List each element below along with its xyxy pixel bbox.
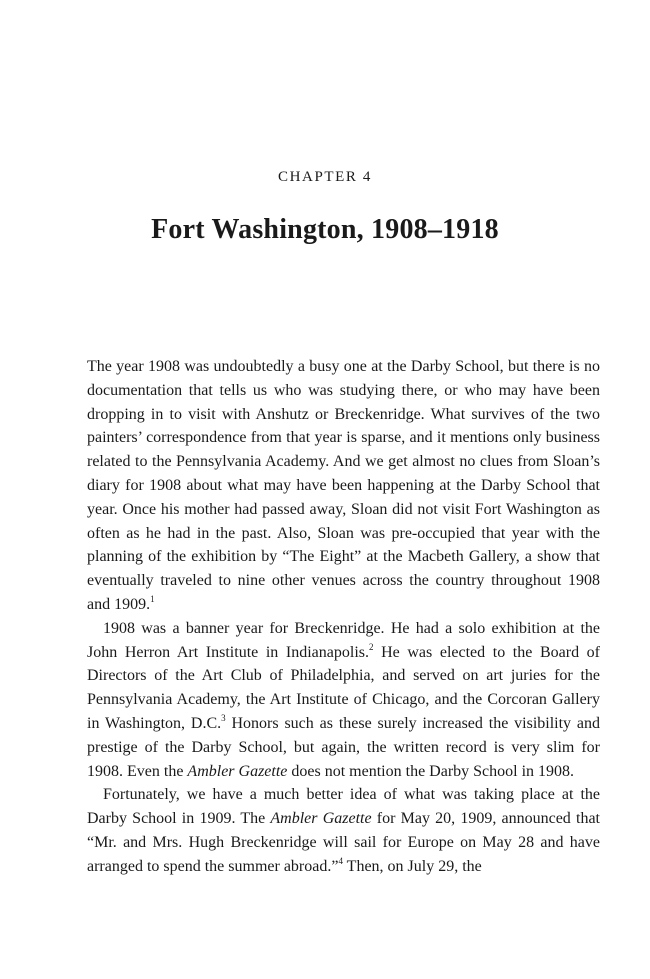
footnote-ref: 3 bbox=[221, 712, 226, 723]
text-run: Fortunately, we have a much better idea of what was taking place at the Darby School in 1909. The bbox=[87, 786, 600, 828]
footnote-ref: 4 bbox=[338, 855, 343, 866]
footnote-ref: 1 bbox=[150, 593, 155, 604]
chapter-label: CHAPTER 4 bbox=[278, 169, 372, 185]
text-run: for May 20, 1909, announced that “Mr. and Mrs. Hugh Breckenridge will sail for Europe on May 28 and have arranged to spend the summer abroad.” bbox=[87, 810, 600, 875]
text-run: does not mention the Darby School in 1908. bbox=[287, 762, 575, 780]
italic-title: Ambler Gazette bbox=[270, 810, 372, 828]
paragraph-1 bbox=[87, 355, 600, 617]
paragraph-3 bbox=[87, 783, 600, 878]
text-run: Honors such as these surely increased the visibility and prestige of the Darby School, but again, the written record is very slim for 1908. Even the bbox=[87, 714, 601, 780]
footnote-ref: 2 bbox=[369, 641, 374, 652]
text-run: He was elected to the Board of Directors of the Art Club of Philadelphia, and served on art juries for the Pennsylvania Academy, the Art Institute of Chicago, and the Corcoran Gallery in Washington, D.C. bbox=[87, 643, 600, 732]
text-run: 1908 was a banner year for Breckenridge. He had a solo exhibition at the John Herron Art Institute in Indianapolis. bbox=[87, 619, 600, 661]
body-text bbox=[87, 355, 600, 879]
paragraph-2 bbox=[87, 617, 600, 784]
text-run: Then, on July 29, the bbox=[342, 857, 482, 875]
chapter-title: Fort Washington, 1908–1918 bbox=[151, 214, 499, 245]
text-run: The year 1908 was undoubtedly a busy one at the Darby School, but there is no documentation that tells us who was studying there, or who may have been dropping in to visit with Anshutz or Breckenridge. What survives of the two painters’ correspondence from that year is sparse, and it mentions only business related to the Pennsylvania Academy. And we get almost no clues from Sloan’s diary for 1908 about what may have been happening at the Darby School that year. Once his mother had passed away, Sloan did not visit Fort Washington as often as he had in the past. Also, Sloan was pre-occupied that year with the planning of the exhibition by “The Eight” at the Macbeth Gallery, a show that eventually traveled to nine other venues across the country throughout 1908 and 1909. bbox=[87, 358, 600, 613]
italic-title: Ambler Gazette bbox=[187, 762, 288, 780]
